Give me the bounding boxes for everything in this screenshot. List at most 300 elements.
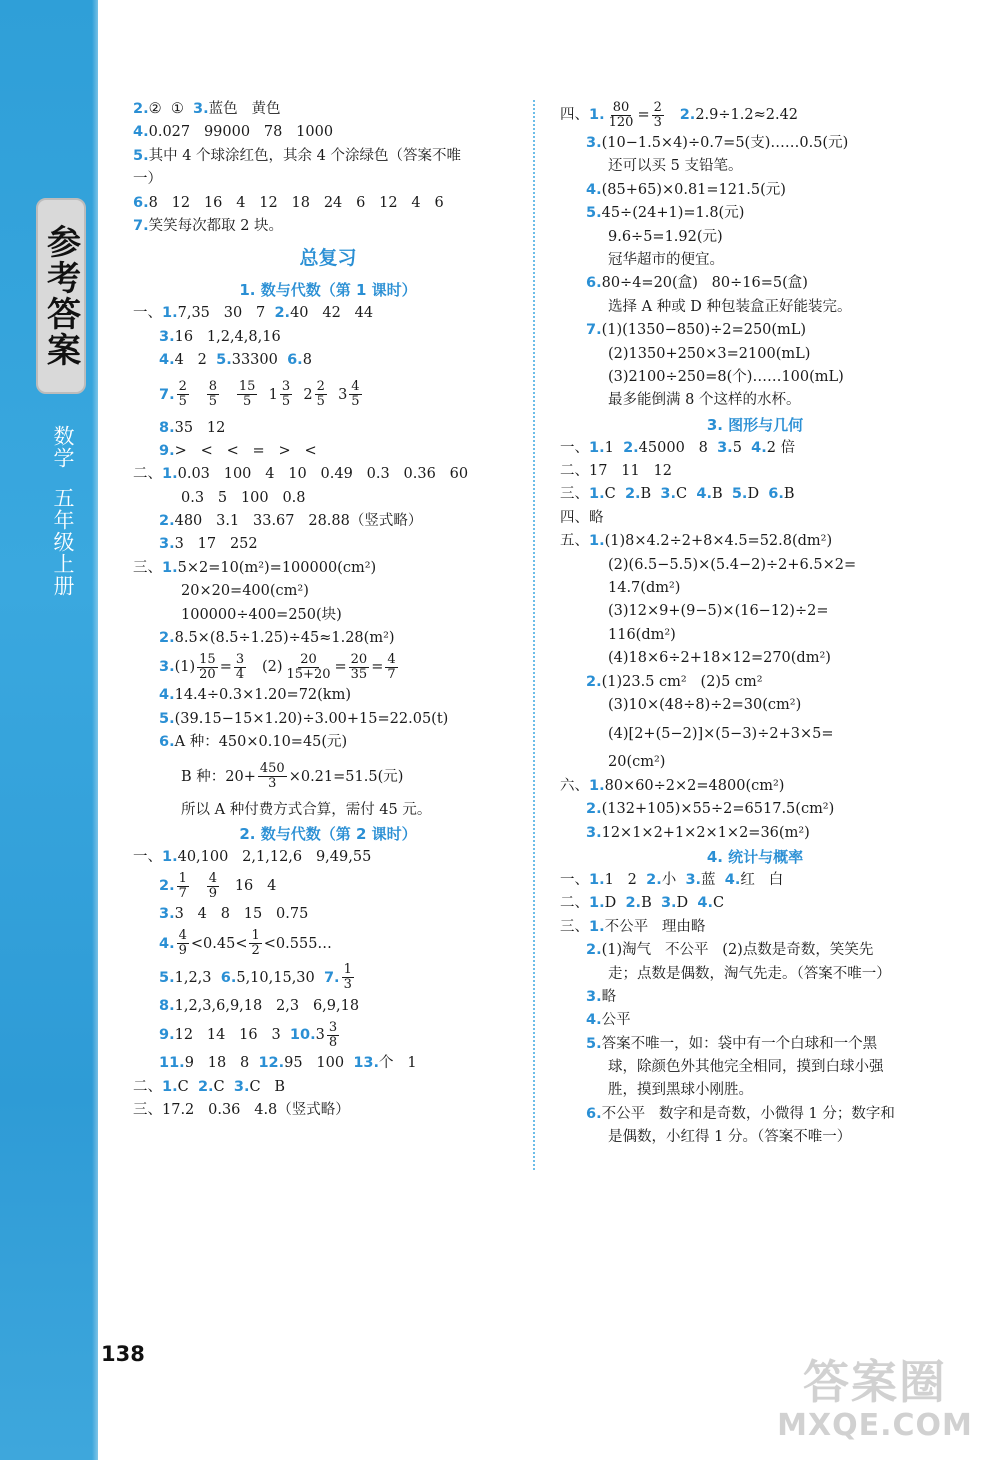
answer-text: 2. (624, 486, 641, 503)
answer-text: B 种：20+ (181, 768, 256, 785)
answer-text: 略 (601, 988, 617, 1005)
answer-line (560, 530, 950, 553)
right-column (560, 98, 950, 1150)
answer-text: 2 (178, 379, 187, 395)
answer-line (560, 272, 950, 295)
answer-text: 3. (159, 328, 175, 345)
answer-text: 1. (589, 439, 605, 456)
answer-text: 35 (350, 666, 368, 682)
answer-text: 6. (133, 194, 149, 211)
answer-text: 2. (623, 439, 639, 456)
answer-text: 80×60÷2×2=4800(cm²) (604, 777, 785, 794)
answer-text: 3 (235, 651, 245, 667)
answer-line (560, 1079, 950, 1102)
answer-text: 5. (731, 486, 748, 503)
answer-text: 一、 (133, 848, 162, 865)
answer-text: 35 12 (174, 419, 226, 436)
answer-line (560, 1009, 950, 1032)
answer-text: 胜，摸到黑球小刚胜。 (608, 1082, 753, 1099)
answer-text: 45000 8 (638, 439, 718, 456)
answer-line (133, 510, 523, 533)
answer-line (133, 215, 523, 238)
answer-text: 20 (300, 651, 317, 667)
fraction (234, 653, 246, 682)
answer-text: (3)2100÷250=8(个)……100(mL) (608, 368, 844, 385)
answer-text: 480 3.1 33.67 28.88（竖式略） (174, 513, 423, 530)
answer-line (560, 986, 950, 1009)
answer-text: 120 (608, 114, 634, 130)
answer-text: 2. (159, 630, 175, 647)
column-divider (533, 100, 535, 1170)
answer-text: 3 17 252 (174, 536, 258, 553)
answer-line (560, 916, 950, 939)
answer-text: 最多能倒满 8 个这样的水杯。 (608, 392, 801, 409)
answer-text: 10. (289, 1027, 316, 1044)
answer-text: (39.15−15×1.20)÷3.00+15=22.05(t) (174, 710, 449, 727)
answer-line (133, 684, 523, 707)
answer-text: C (213, 1078, 234, 1095)
answer-text: 4. (751, 439, 767, 456)
answer-text: 15+20 (286, 666, 331, 682)
answer-text: 12×1×2+1×2×1×2=36(m²) (601, 824, 810, 841)
answer-text: 3. (685, 871, 702, 888)
answer-text: A 种：450×0.10=45(元) (174, 734, 348, 751)
answer-text: 3. (159, 659, 175, 676)
answer-text: = (334, 659, 347, 676)
answer-line (560, 798, 950, 821)
answer-text: 二、 (560, 895, 589, 912)
answer-text: 8 (328, 1034, 338, 1050)
answer-text: 1,2,3 (174, 969, 221, 986)
answer-text: 0.03 100 4 10 0.49 0.3 0.36 60 (177, 466, 469, 483)
answer-line (560, 1126, 950, 1149)
answer-line (560, 869, 950, 892)
fraction (315, 380, 327, 409)
answer-text: 1. (589, 871, 605, 888)
answer-text: 4 (387, 651, 396, 667)
answer-text: 1 (343, 962, 352, 978)
answer-text: 2. (679, 107, 696, 123)
answer-line (560, 296, 950, 319)
answer-text (191, 373, 205, 417)
answer-text: 三、 (560, 486, 589, 503)
answer-text: 3 (338, 386, 348, 403)
answer-text: 9. (159, 442, 175, 459)
grade-label: 五年级上册 (51, 487, 75, 597)
fraction (237, 380, 258, 409)
answer-text: (1)(1350−850)÷2=250(mL) (601, 322, 807, 339)
answer-text: 14.7(dm²) (608, 580, 681, 597)
answer-text: 公平 (601, 1012, 631, 1029)
answer-text: 13. (353, 1055, 380, 1072)
sidebar-subject (48, 425, 78, 597)
answer-text: 9 (208, 885, 217, 901)
answer-text: 蓝 (701, 871, 725, 888)
answer-text: B (640, 486, 661, 503)
answer-text: 7 (387, 666, 396, 682)
answer-line (133, 349, 523, 372)
answer-text: 球，除颜色外其他完全相同，摸到白球小强 (608, 1059, 884, 1076)
fraction (652, 101, 664, 130)
answer-text: 3. (717, 439, 733, 456)
answer-text: 116(dm²) (608, 626, 676, 643)
answer-text: 6. (586, 275, 602, 292)
fraction (177, 380, 189, 409)
answer-text: (10−1.5×4)÷0.7=5(支)……0.5(元) (601, 135, 849, 151)
answer-text: 2. (159, 513, 175, 530)
answer-line (133, 417, 523, 440)
answer-line (133, 799, 523, 822)
answer-line (133, 580, 523, 603)
answer-text: 7. (159, 386, 175, 403)
answer-text: 还可以买 5 支铅笔。 (608, 158, 743, 175)
answer-text: 其中 4 个球涂红色，其余 4 个涂绿色（答案不唯 (148, 147, 461, 164)
answer-text: 5,10,15,30 (236, 969, 324, 986)
answer-line (560, 1033, 950, 1056)
answer-text: D (604, 895, 626, 912)
answer-text: 4. (159, 935, 175, 952)
answer-text: (85+65)×0.81=121.5(元) (601, 181, 786, 198)
answer-text: 笑笑每次都取 2 块。 (148, 217, 284, 234)
answer-text: 4 (351, 379, 360, 395)
fraction (349, 653, 370, 682)
answer-text: 8 (208, 379, 217, 395)
answer-text: 5. (586, 205, 602, 222)
answer-text: 3 (343, 977, 352, 993)
answer-text: 20×20=400(cm²) (181, 583, 309, 600)
answer-text: 40,100 2,1,12,6 9,49,55 (177, 848, 372, 865)
fraction (258, 762, 287, 791)
answer-text: 不公平 数字和是奇数，小微得 1 分；数字和 (601, 1105, 895, 1122)
answer-text: = (219, 659, 232, 676)
answer-text: 16 4 (221, 878, 277, 895)
answer-line (133, 846, 523, 869)
answer-text: 三、 (560, 918, 589, 935)
answer-line (133, 927, 523, 961)
answer-line (560, 600, 950, 623)
answer-text: 4 2 (174, 352, 217, 369)
answer-text: 3. (586, 988, 602, 1005)
answer-text: 1. (589, 533, 605, 550)
answer-text: 2 (303, 386, 313, 403)
subject-label: 数学 (51, 425, 75, 469)
answer-line (133, 903, 523, 926)
answer-text: 8 12 16 4 12 18 24 6 12 4 6 (148, 194, 444, 211)
answer-text: 答案不唯一，如：袋中有一个白球和一个黑 (601, 1035, 878, 1052)
answer-line (560, 1056, 950, 1079)
answer-text: 4. (586, 1012, 602, 1029)
answer-line (133, 869, 523, 903)
answer-text: 5 (351, 394, 360, 410)
answer-text: 4. (697, 895, 713, 912)
answer-line (560, 751, 950, 774)
answer-text: 3. (586, 824, 602, 841)
answer-line (133, 192, 523, 215)
answer-text: 3 (315, 1027, 325, 1044)
section-title: 总复习 (299, 247, 357, 270)
answer-text: 5 (242, 394, 252, 410)
fraction (207, 380, 219, 409)
answer-line (133, 168, 523, 191)
answer-text: 走；点数是偶数，淘气先走。（答案不唯一） (608, 965, 891, 982)
subsection-title: 4. 统计与概率 (706, 847, 804, 866)
answer-line (560, 822, 950, 845)
watermark-top: 答案圈 (803, 1355, 947, 1409)
answer-line (560, 963, 950, 986)
answer-text: 80 (612, 99, 630, 115)
fraction (197, 653, 218, 682)
answer-text: 5 (316, 394, 325, 410)
answer-text: 二、 (560, 463, 589, 480)
answer-line (133, 1018, 523, 1052)
answer-text: 2. (586, 801, 602, 818)
answer-line (133, 373, 523, 417)
answer-text: 1. (162, 466, 178, 483)
answer-text: 3. (159, 906, 175, 923)
answer-text: 3. (660, 486, 677, 503)
answer-text: 9. (159, 1027, 175, 1044)
answer-line (560, 389, 950, 412)
answer-text: 8 (302, 352, 312, 369)
answer-text: 11. (159, 1055, 185, 1072)
answer-line (560, 249, 950, 272)
answer-line (560, 717, 950, 751)
answer-text: 2.9÷1.2≈2.42 (695, 107, 799, 123)
answer-text: 2. (133, 101, 149, 117)
answer-text: 5 (732, 439, 752, 456)
answer-text: 3 (328, 1019, 338, 1035)
answer-line (133, 755, 523, 799)
answer-line (133, 731, 523, 754)
answer-text: 5. (586, 1035, 602, 1052)
answer-line (133, 557, 523, 580)
answer-line (560, 437, 950, 460)
answer-text: (1)8×4.2÷2+8×4.5=52.8(dm²) (604, 533, 833, 550)
answer-line (560, 694, 950, 717)
answer-text: ×0.21=51.5(元) (288, 768, 404, 785)
answer-line (133, 533, 523, 556)
answer-line (560, 775, 950, 798)
left-column (133, 98, 523, 1122)
answer-text: 7. (133, 217, 149, 234)
answer-text: 1. (162, 1078, 178, 1095)
answer-text: 0.3 5 100 0.8 (181, 489, 306, 506)
answer-text: 1 (268, 386, 278, 403)
answer-text: 1. (162, 848, 178, 865)
answer-line (133, 604, 523, 627)
answer-text: 2. (274, 305, 291, 322)
fraction (342, 963, 354, 992)
answer-line (133, 145, 523, 168)
answer-text: 9.6÷5=1.92(元) (608, 228, 723, 245)
answer-text: 1. (589, 895, 605, 912)
answer-text: 7. (323, 969, 340, 986)
fraction (249, 929, 261, 958)
answer-text: 2. (586, 942, 602, 959)
answer-line (133, 627, 523, 650)
answer-text: 选择 A 种或 D 种包装盒正好能装完。 (608, 298, 852, 315)
answer-text (294, 373, 303, 417)
answer-text: = (371, 659, 384, 676)
answer-line (133, 1052, 523, 1075)
answer-line (560, 366, 950, 389)
answer-line (133, 1076, 523, 1099)
answer-text: 12 14 16 3 (174, 1027, 290, 1044)
answer-text: 是偶数，小红得 1 分。（答案不唯一） (608, 1129, 852, 1146)
answer-text: D (676, 895, 698, 912)
answer-line (560, 343, 950, 366)
answer-line (560, 132, 950, 155)
answer-text: 3 (653, 114, 662, 130)
fraction (385, 653, 397, 682)
answer-line (560, 647, 950, 670)
answer-line (560, 939, 950, 962)
answer-line (133, 98, 523, 121)
answer-text: (2)1350+250×3=2100(mL) (608, 345, 811, 362)
answer-text: 冠华超市的便宜。 (608, 251, 724, 268)
answer-text: 四、 (560, 107, 589, 123)
answer-text: 7. (586, 322, 602, 339)
answer-text: 5. (216, 352, 232, 369)
answer-text: 8. (159, 997, 175, 1014)
answer-text: 7,35 30 7 (177, 305, 275, 322)
answer-line (133, 463, 523, 486)
answer-text: 5 (178, 394, 187, 410)
answer-text: (1) (174, 659, 196, 676)
answer-text: 三、 (133, 1101, 162, 1118)
answer-text: 3. (159, 536, 175, 553)
answer-line (560, 671, 950, 694)
answer-text: 16 1,2,4,8,16 (174, 328, 281, 345)
answer-text: 6. (159, 734, 175, 751)
answer-text: 一） (133, 171, 162, 188)
answer-text: 不公平 理由略 (604, 918, 706, 935)
answer-text: 1. (589, 777, 605, 794)
answer-text: 20 (350, 651, 368, 667)
answer-text: 一、 (560, 871, 589, 888)
answer-text: 一、 (133, 305, 162, 322)
sidebar-tab (36, 198, 86, 394)
answer-text: 2. (159, 878, 175, 895)
answer-text: 1 (178, 870, 187, 886)
answer-text: 2. (586, 673, 602, 690)
answer-text: 一、 (560, 439, 589, 456)
answer-text: 17 11 12 (589, 463, 673, 480)
answer-text: 20 (199, 666, 216, 682)
answer-text: 1. (589, 918, 605, 935)
answer-text: 8. (159, 419, 175, 436)
answer-text: 4. (724, 871, 741, 888)
answer-text: 6. (287, 352, 303, 369)
answer-line (133, 995, 523, 1018)
answer-text: 14.4÷0.3×1.20=72(km) (174, 687, 351, 704)
answer-text: = (637, 107, 650, 123)
answer-text: 1 (251, 928, 260, 944)
fraction (607, 101, 636, 130)
answer-text: 二、 (133, 1078, 162, 1095)
answer-text: 2 (653, 99, 662, 115)
answer-text: (3)12×9+(9−5)×(16−12)÷2= (608, 603, 829, 620)
answer-text: 3 4 8 15 0.75 (174, 906, 309, 923)
answer-text: D (747, 486, 769, 503)
answer-text: B (641, 895, 661, 912)
answer-text: (2) (248, 659, 283, 676)
answer-line (560, 507, 950, 530)
answer-text: 4. (159, 687, 175, 704)
answer-text: 3 (268, 776, 277, 792)
answer-text: 2. (197, 1078, 214, 1095)
answer-text: 9 18 8 (184, 1055, 259, 1072)
answer-line (560, 483, 950, 506)
answer-text: 2 倍 (766, 439, 796, 456)
answer-text: (4)[2+(5−2)]×(5−3)÷2+3×5= (608, 726, 834, 743)
answer-text: 450 (259, 761, 285, 777)
answer-text: B (783, 486, 795, 503)
answer-text: 5×2=10(m²)=100000(cm²) (177, 559, 377, 576)
answer-line (133, 121, 523, 144)
answer-line (560, 554, 950, 577)
answer-text (329, 373, 338, 417)
answer-text: 二、 (133, 466, 162, 483)
answer-line (560, 1103, 950, 1126)
answer-text (221, 373, 235, 417)
answer-text: 8.5×(8.5÷1.25)÷45≈1.28(m²) (174, 630, 395, 647)
sidebar-tab-title: 参考答案 (40, 224, 81, 368)
answer-text: B (711, 486, 732, 503)
answer-text: 四、 (560, 509, 589, 526)
answer-text: C (713, 895, 725, 912)
answer-text: 15 (238, 379, 256, 395)
answer-line (133, 487, 523, 510)
answer-text: C (177, 1078, 198, 1095)
answer-text: 3. (586, 135, 602, 151)
answer-text: 6. (586, 1105, 602, 1122)
answer-line (560, 226, 950, 249)
answer-line (133, 302, 523, 325)
answer-text: C (676, 486, 697, 503)
answer-text: (2)(6.5−5.5)×(5.4−2)÷2+6.5×2= (608, 556, 857, 573)
answer-text: 4 (235, 666, 245, 682)
answer-text (191, 869, 205, 903)
answer-text: 2. (646, 871, 662, 888)
answer-text: 20(cm²) (608, 754, 666, 771)
answer-text: 5. (159, 710, 175, 727)
page-number: 138 (101, 1342, 145, 1366)
answer-text: 3. (193, 101, 209, 117)
answer-text: 红 白 (740, 871, 784, 888)
fraction (349, 380, 361, 409)
subsection-title: 3. 图形与几何 (706, 415, 804, 434)
answer-text: 33300 (231, 352, 288, 369)
answer-line (133, 440, 523, 463)
answer-text: ② ① (148, 101, 194, 117)
answer-text: 15 (199, 651, 216, 667)
answer-text: C B (249, 1078, 286, 1095)
answer-line (560, 577, 950, 600)
answer-text: 2. (625, 895, 642, 912)
answer-text: (3)10×(48÷8)÷2=30(cm²) (608, 696, 802, 713)
answer-line (133, 650, 523, 684)
answer-line (560, 179, 950, 202)
answer-text: (132+105)×55÷2=6517.5(cm²) (601, 801, 835, 818)
answer-text: (1)淘气 不公平 (2)点数是奇数，笑笑先 (601, 942, 874, 959)
answer-line (560, 98, 950, 132)
answer-text: 2 (316, 379, 325, 395)
answer-text (666, 98, 680, 132)
watermark-logo (770, 1356, 980, 1446)
answer-text: 5. (133, 147, 149, 164)
answer-text: 6. (220, 969, 237, 986)
